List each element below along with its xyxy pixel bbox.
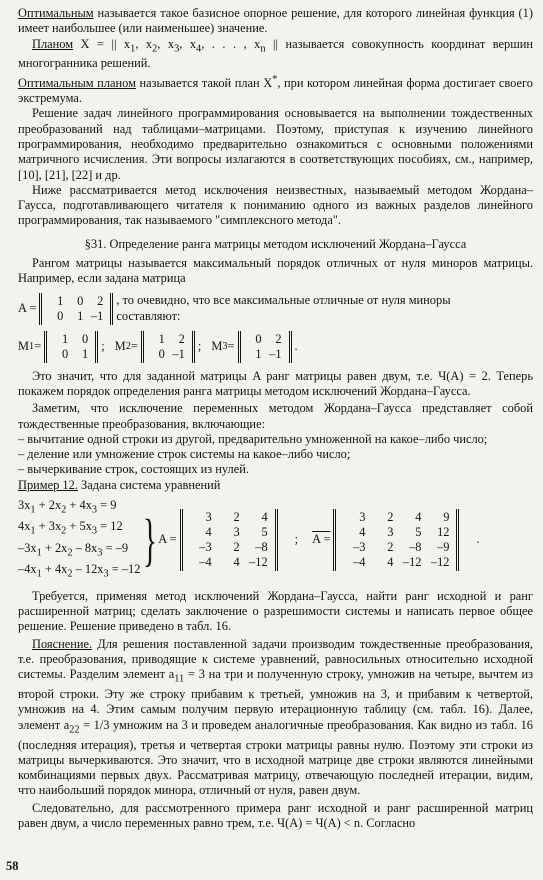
augmented-matrix: 3 2 4 9 4 3 5 12 –3 2 –8 –9 –4 4 –12 –12 <box>333 509 459 571</box>
matrix-a: 1 0 2 0 1 –1 <box>39 293 113 325</box>
term-explanation: Пояснение. <box>32 636 93 651</box>
minor-m2: M 2 = 1 2 0 –1 ; <box>114 331 202 361</box>
paragraph-rank-definition: Рангом матрицы называется максимальный порядок отличных от нуля миноров матрицы. Например, если задана матрица <box>18 256 533 286</box>
bullet-subtract-rows: – вычитание одной строки из другой, предварительно умноженной на какое–либо число; <box>18 431 488 446</box>
equations-list <box>18 497 142 583</box>
paragraph-conclusion: Следовательно, для рассмотренного примера ранг исходной и ранг расширенной матриц равен двум, а число переменных равно трем, т.е. Ч(A) = Ч(A) < n. Согласно <box>18 800 533 830</box>
equation: $-4x_1 + 4x_2 - 12x_3 = -12$ <box>18 562 141 580</box>
minor-m1: M 1 = 1 0 0 1 ; <box>18 331 105 361</box>
paragraph-transformations: Заметим, что исключение переменных методом Жордана–Гаусса представляет собой тождественные преобразования, включающие: <box>18 401 533 431</box>
paragraph-optimal-solution: Оптимальным называется такое базисное опорное решение, для которого линейная функция (1) имеет наибольшее (или наименьшее) значение. <box>18 6 533 36</box>
section-heading: §31. Определение ранга матрицы методом исключений Жордана–Гаусса <box>84 236 467 251</box>
matrix-a-text: , то очевидно, что все максимальные отличные от нуля миноры составляют: <box>116 293 451 323</box>
system-matrix-a: 3 2 4 4 3 5 –3 2 –8 –4 4 –12 <box>180 509 278 571</box>
term-optimal-plan: Оптимальным планом <box>18 75 136 90</box>
equation: $-3x_1 + 2x_2 - 8x_3 = -9$ <box>18 540 129 559</box>
right-brace-symbol: } <box>143 506 158 572</box>
paragraph-lp-basis: Решение задач линейного программирования основывается на выполнении тождественных преобразований над таблицами–матрицами. Поэтому, приступая к изучению линейного программирования, необходимо предварительно ознакомиться с основными положениями матричного исчисления. Эти вопросы излагаются в соответствующих пособиях, см., например, [10], [21], [22] и др. <box>18 106 533 182</box>
minor-m3: M 3 = 0 2 1 –1 . <box>211 331 298 361</box>
paragraph-explanation: Пояснение. Для решения поставленной задачи производим тождественные преобразования, т.е. преобразования, приводящие к системе уравнений, равносильных относительно исходной системы. Разделим элемент $a_{11} = 3$ на три и полученную строку, умножив на четыре, вычтем из второй строки. Эту же строку прибавим к третьей, умножив на 3, и прибавим к четвертой, умножив на 4. Этим самым получим первую итерационную таблицу (см. табл. 16). Далее, элемент $a_{22} = 1/3$ умножим на 3 и проведем аналогичные преобразования. Как видно из табл. 16 (последняя итерация), третья и четвертая строки матрицы равны нулю. Поэтому эти строки из матрицы вычеркиваются. Это значит, что в исходной матрице две строки являются линейными комбинациями первых двух. Рассматривая матрицу, отвечающую последней итерации, видим, что наибольший порядок минора, отличный от нуля, равен двум. <box>18 636 534 798</box>
paragraph-task: Требуется, применяя метод исключений Жордана–Гаусса, найти ранг исходной и ранг расширенной матриц; сделать заключение о разрешимости системы и написать первое общее решение. Решение приведено в табл. 16. <box>18 588 533 634</box>
end-period: . <box>476 532 480 547</box>
term-plan: Планом <box>32 36 74 51</box>
example-label: Пример 12. <box>18 477 78 492</box>
paragraph-plan-definition: Планом X = || $x_1$, $x_2$, $x_3$, $x_4$, . . . , $x_n$ || называется совокупность координат вершин многогранника решений. <box>18 36 534 71</box>
example-12-heading: Пример 12. Задана система уравнений <box>18 477 221 492</box>
equation: $3x_1 + 2x_2 + 4x_3 = 9$ <box>18 498 117 516</box>
minors-row <box>18 331 533 363</box>
page-number: 58 <box>6 858 19 873</box>
paragraph-rank-equals-two: Это значит, что для заданной матрицы A ранг матрицы равен двум, т.е. Ч(A) = 2. Теперь покажем порядок определения ранга матрицы методом исключений Жордана–Гаусса. <box>18 368 533 398</box>
system-matrix-a-label: A = <box>158 532 177 547</box>
paragraph-jordan-gauss-intro: Ниже рассматривается метод исключения неизвестных, называемый методом Жордана–Гаусса, подготавливающего читателя к пониманию одного из важных разделов линейного программирования, так называемого "симплексного метода". <box>18 182 533 228</box>
bullet-divide-multiply: – деление или умножение строк системы на какое–либо число; <box>18 447 351 462</box>
equation: $4x_1 + 3x_2 + 5x_3 = 12$ <box>18 519 123 537</box>
system-of-equations-row <box>18 497 533 583</box>
paragraph-optimal-plan: Оптимальным планом называется такой план X*, при котором линейная форма достигает своего экстремума. <box>18 73 533 106</box>
augmented-matrix-label: A = <box>312 532 331 547</box>
matrix-a-row <box>18 293 533 325</box>
matrix-a-label: A = <box>18 300 37 315</box>
separator-semicolon: ; <box>294 532 299 547</box>
term-optimal: Оптимальным <box>18 6 94 20</box>
bullet-strike-zero-rows: – вычеркивание строк, состоящих из нулей. <box>18 462 249 477</box>
